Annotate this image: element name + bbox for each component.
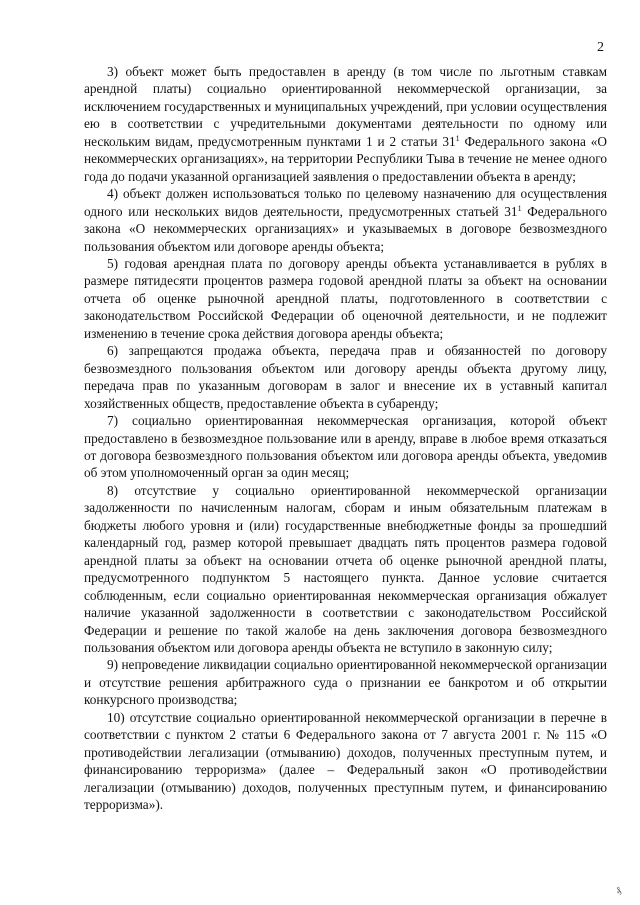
paragraph-9: 9) непроведение ликвидации социально ориентированной некоммерческой организации и отсутствие решения арбитражного суда о признании ее банкротом и об открытии конкурсного производства;	[84, 657, 607, 708]
paragraph-3: 3) объект может быть предоставлен в аренду (в том числе по льготным ставкам арендной платы) социально ориентированной некоммерческой организации, за исключением государственных и муниципальных учреждений, при условии осуществления ею в соответствии с учредительными документами деятельности по одному или нескольким видам, предусмотренным пунктами 1 и 2 статьи $31^1$ Федерального закона «О некоммерческих организациях», на территории Республики Тыва в течение не менее одного года до подачи указанной организацией заявления о предоставлении объекта в аренду;	[84, 64, 607, 184]
paragraph-10: 10) отсутствие социально ориентированной некоммерческой организации в перечне в соответствии с пунктом 2 статьи 6 Федерального закона от 7 августа 2001 г. № 115 «О противодействии легализации (отмыванию) доходов, полученных преступным путем, и финансированию терроризма» (далее – Федеральный закон «О противодействии легализации (отмыванию) доходов, полученных преступным путем, и финансированию терроризма»).	[84, 709, 607, 813]
paragraph-6: 6) запрещаются продажа объекта, передача прав и обязанностей по договору безвозмездного пользования объектом или договору аренды объекта другому лицу, передача прав по указанным договорам в залог и внесение их в уставный капитал хозяйственных обществ, предоставление объекта в субаренду;	[84, 343, 607, 411]
paragraph-4: 4) объект должен использоваться только по целевому назначению для осуществления одного или нескольких видов деятельности, предусмотренных статьей $31^1$ Федерального закона «О некоммерческих организациях» и указываемых в договоре безвозмездного пользования объектом или договоре аренды объекта;	[84, 186, 608, 254]
superscript: 1	[517, 203, 522, 213]
paragraph-7: 7) социально ориентированная некоммерческая организация, которой объект предоставлено в безвозмездное пользование или в аренду, вправе в любое время отказаться от договора безвозмездного пользования объектом или договора аренды объекта, уведомив об этом уполномоченный орган за один месяц;	[84, 413, 607, 481]
scan-mark: ₰	[613, 884, 622, 896]
superscript: 1	[455, 133, 460, 143]
paragraph-5: 5) годовая арендная плата по договору аренды объекта устанавливается в рублях в размере пятидесяти процентов размера годовой арендной платы за объект на основании отчета об оценке рыночной арендной платы, подготовленного в соответствии с законодательством Российской Федерации об оценочной деятельности, и не подлежит изменению в течение срока действия договора аренды объекта;	[84, 255, 607, 341]
paragraph-8: 8) отсутствие у социально ориентированной некоммерческой организации задолженности по начисленным налогам, сборам и иным обязательным платежам в бюджеты любого уровня и (или) государственные внебюджетные фонды за прошедший календарный год, размер которой превышает двадцать пять процентов размера годовой арендной платы за объект на основании отчета об оценке рыночной арендной платы, предусмотренного подпунктом 5 настоящего пункта. Данное условие считается соблюденным, если социально ориентированная некоммерческая организация обжалует наличие указанной задолженности в соответствии с законодательством Российской Федерации и решение по такой жалобе на день заключения договора безвозмездного пользования объектом или договора аренды объекта не вступило в законную силу;	[84, 482, 607, 655]
page-number: 2	[597, 40, 604, 55]
document-body	[84, 63, 607, 813]
